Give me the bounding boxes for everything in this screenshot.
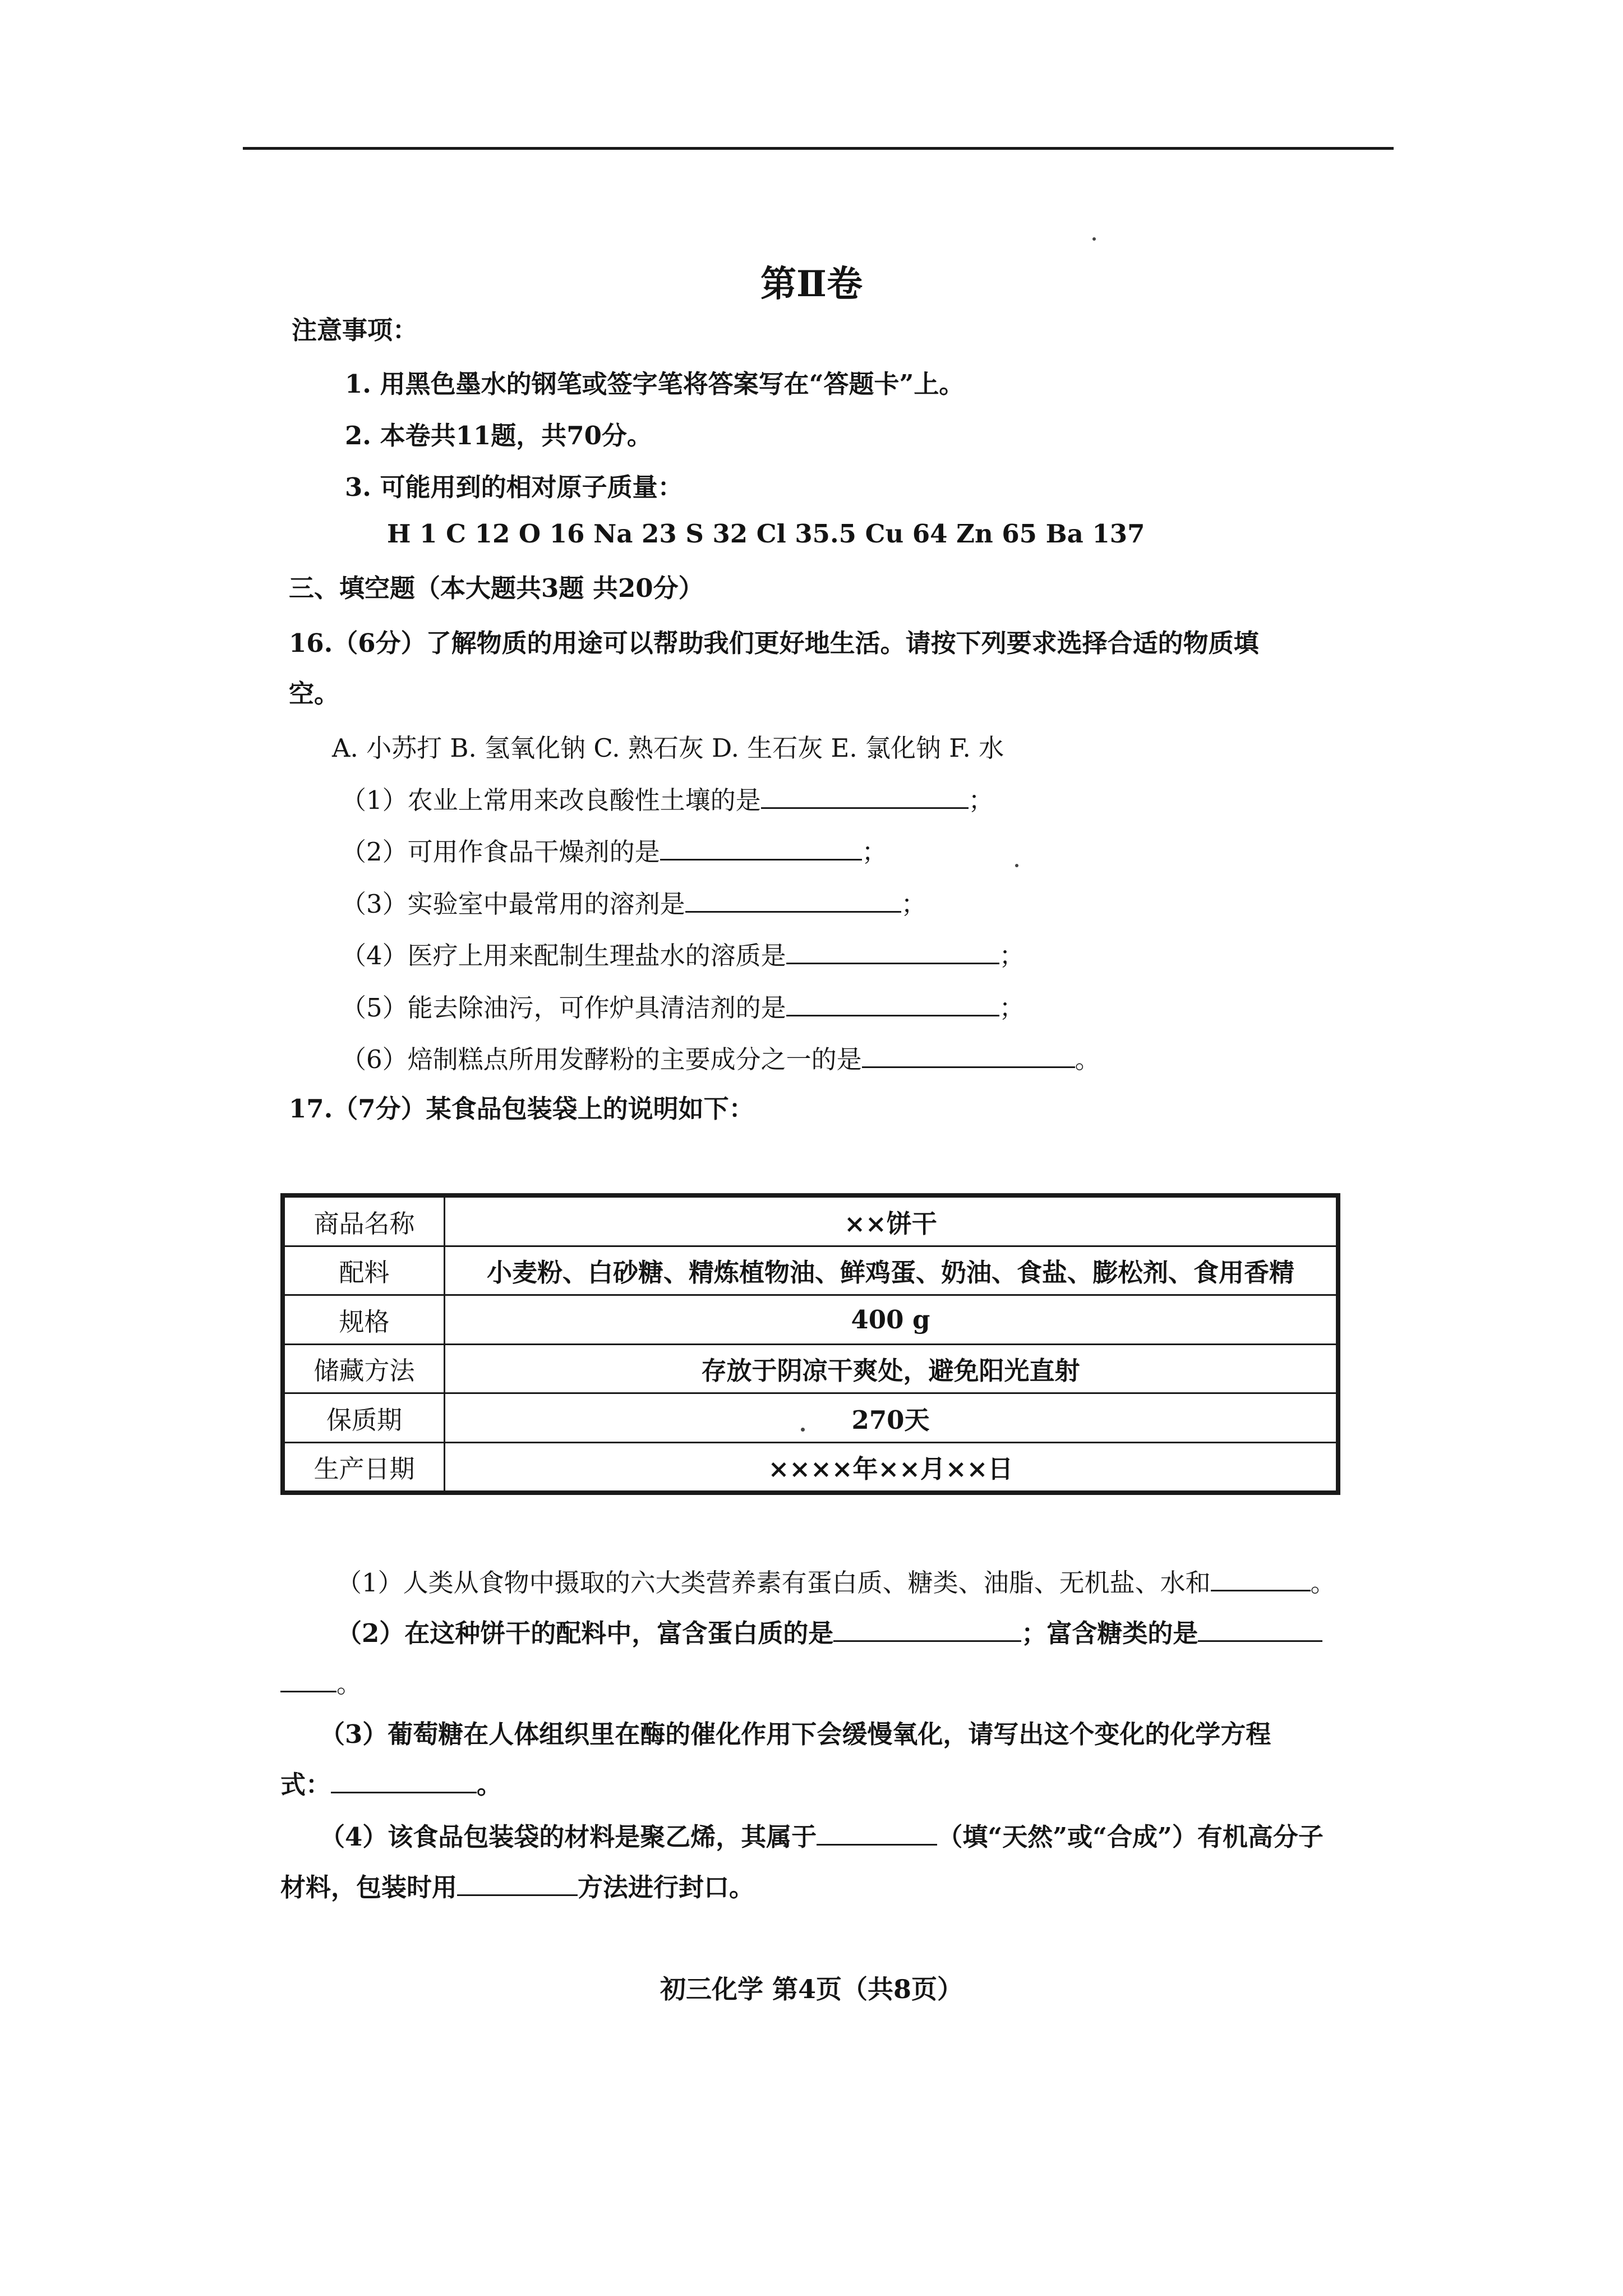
table-row (284, 1442, 1337, 1492)
answer-blank (761, 783, 969, 809)
table-row (284, 1295, 1337, 1345)
q16-sub-4-end: ； (999, 941, 1025, 970)
answer-blank (786, 938, 999, 964)
q16-sub-2 (341, 831, 887, 868)
table-key: 保质期 (284, 1393, 445, 1443)
table-key: 配料 (284, 1246, 445, 1295)
scan-speck (801, 1428, 805, 1432)
table-value: ××饼干 (445, 1197, 1337, 1246)
scan-speck (1015, 864, 1018, 867)
answer-blank (1211, 1566, 1311, 1591)
answer-blank (786, 991, 999, 1016)
table-key: 商品名称 (284, 1197, 445, 1246)
table-value: 小麦粉、白砂糖、精炼植物油、鲜鸡蛋、奶油、食盐、膨松剂、食用香精 (445, 1246, 1337, 1295)
q16-sub-2-end: ； (861, 837, 887, 867)
q16-sub-2-text: （2）可用作食品干燥剂的是 (341, 837, 660, 867)
part3-heading: 三、填空题（本大题共3题 共20分） (289, 573, 704, 603)
table-value: 400 g (445, 1295, 1337, 1345)
q17-stem: 17.（7分）某食品包装袋上的说明如下： (289, 1094, 754, 1124)
q16-sub-4-text: （4）医疗上用来配制生理盐水的溶质是 (341, 941, 786, 970)
q17-part-4-c: 材料，包装时用 (280, 1872, 458, 1902)
page-footer: 初三化学 第4页（共8页） (660, 1974, 963, 2004)
q17-part-3-line1: （3）葡萄糖在人体组织里在酶的催化作用下会缓慢氧化，请写出这个变化的化学方程 (320, 1719, 1271, 1749)
q16-sub-5-text: （5）能去除油污，可作炉具清洁剂的是 (341, 993, 786, 1023)
q17-part-4-line1 (320, 1816, 1324, 1853)
q17-part-2-b: ；富含糖类的是 (1021, 1618, 1198, 1648)
table-value: 270天 (445, 1393, 1337, 1443)
answer-blank (862, 1042, 1075, 1068)
q16-stem-line1: 16.（6分）了解物质的用途可以帮助我们更好地生活。请按下列要求选择合适的物质填 (289, 628, 1259, 658)
note-item-2: 2. 本卷共11题，共70分。 (345, 421, 652, 450)
q16-sub-1 (341, 780, 994, 816)
answer-blank (457, 1870, 578, 1896)
note-item-3: 3. 可能用到的相对原子质量： (345, 472, 683, 502)
q17-part-3-label: 式： (280, 1770, 331, 1800)
q16-sub-3 (341, 884, 926, 920)
q16-sub-5 (341, 987, 1025, 1024)
answer-blank (1198, 1616, 1322, 1642)
q17-part-3-end: 。 (477, 1770, 502, 1800)
q17-part-4-line2 (280, 1867, 754, 1903)
q17-part-1 (336, 1562, 1336, 1599)
q16-sub-1-text: （1）农业上常用来改良酸性土壤的是 (341, 785, 761, 815)
q16-sub-3-text: （3）实验室中最常用的溶剂是 (341, 889, 685, 919)
q17-part-2-a: （2）在这种饼干的配料中，富含蛋白质的是 (336, 1618, 834, 1648)
scan-speck (1092, 237, 1096, 241)
q16-options: A. 小苏打 B. 氢氧化钠 C. 熟石灰 D. 生石灰 E. 氯化钠 F. 水 (332, 733, 1004, 763)
q16-stem-line2: 空。 (289, 679, 340, 708)
product-info-table (280, 1193, 1340, 1495)
q17-part-4-a: （4）该食品包装袋的材料是聚乙烯，其属于 (320, 1822, 817, 1852)
q16-sub-5-end: ； (999, 993, 1025, 1023)
top-rule (243, 147, 1394, 150)
note-item-1: 1. 用黑色墨水的钢笔或签字笔将答案写在“答题卡”上。 (345, 369, 965, 399)
table-key: 储藏方法 (284, 1344, 445, 1393)
q17-part-2-end: 。 (336, 1669, 362, 1699)
q16-sub-6-text: （6）焙制糕点所用发酵粉的主要成分之一的是 (341, 1045, 862, 1074)
answer-blank (817, 1820, 937, 1846)
answer-blank (660, 835, 862, 861)
q17-part-1-text: （1）人类从食物中摄取的六大类营养素有蛋白质、糖类、油脂、无机盐、水和 (336, 1568, 1211, 1598)
table-value: ××××年××月××日 (445, 1442, 1337, 1492)
q16-sub-1-end: ； (968, 785, 994, 815)
q16-sub-6 (341, 1039, 1100, 1075)
q17-part-4-d: 方法进行封口。 (578, 1872, 755, 1902)
q17-part-2 (336, 1613, 1322, 1649)
q17-part-1-end: 。 (1310, 1568, 1336, 1598)
table-value: 存放于阴凉干爽处，避免阳光直射 (445, 1344, 1337, 1393)
table-row (284, 1246, 1337, 1295)
notes-heading: 注意事项： (292, 315, 418, 345)
q17-part-3-line2 (280, 1764, 502, 1801)
table-key: 规格 (284, 1295, 445, 1345)
answer-blank (685, 887, 901, 913)
answer-blank (331, 1768, 477, 1793)
atomic-masses: H 1 C 12 O 16 Na 23 S 32 Cl 35.5 Cu 64 Zn 65 Ba 137 (387, 519, 1145, 549)
q16-sub-3-end: ； (901, 889, 926, 919)
table-key: 生产日期 (284, 1442, 445, 1492)
q16-sub-4 (341, 935, 1025, 972)
answer-blank (833, 1616, 1021, 1642)
table-row (284, 1393, 1337, 1443)
q17-part-4-b: （填“天然”或“合成”）有机高分子 (937, 1822, 1324, 1852)
q16-sub-6-end: 。 (1075, 1045, 1100, 1074)
table-row (284, 1344, 1337, 1393)
table-row (284, 1197, 1337, 1246)
section-title: 第Ⅱ卷 (760, 263, 863, 305)
answer-blank (280, 1667, 336, 1692)
q17-part-2-cont (280, 1663, 362, 1700)
